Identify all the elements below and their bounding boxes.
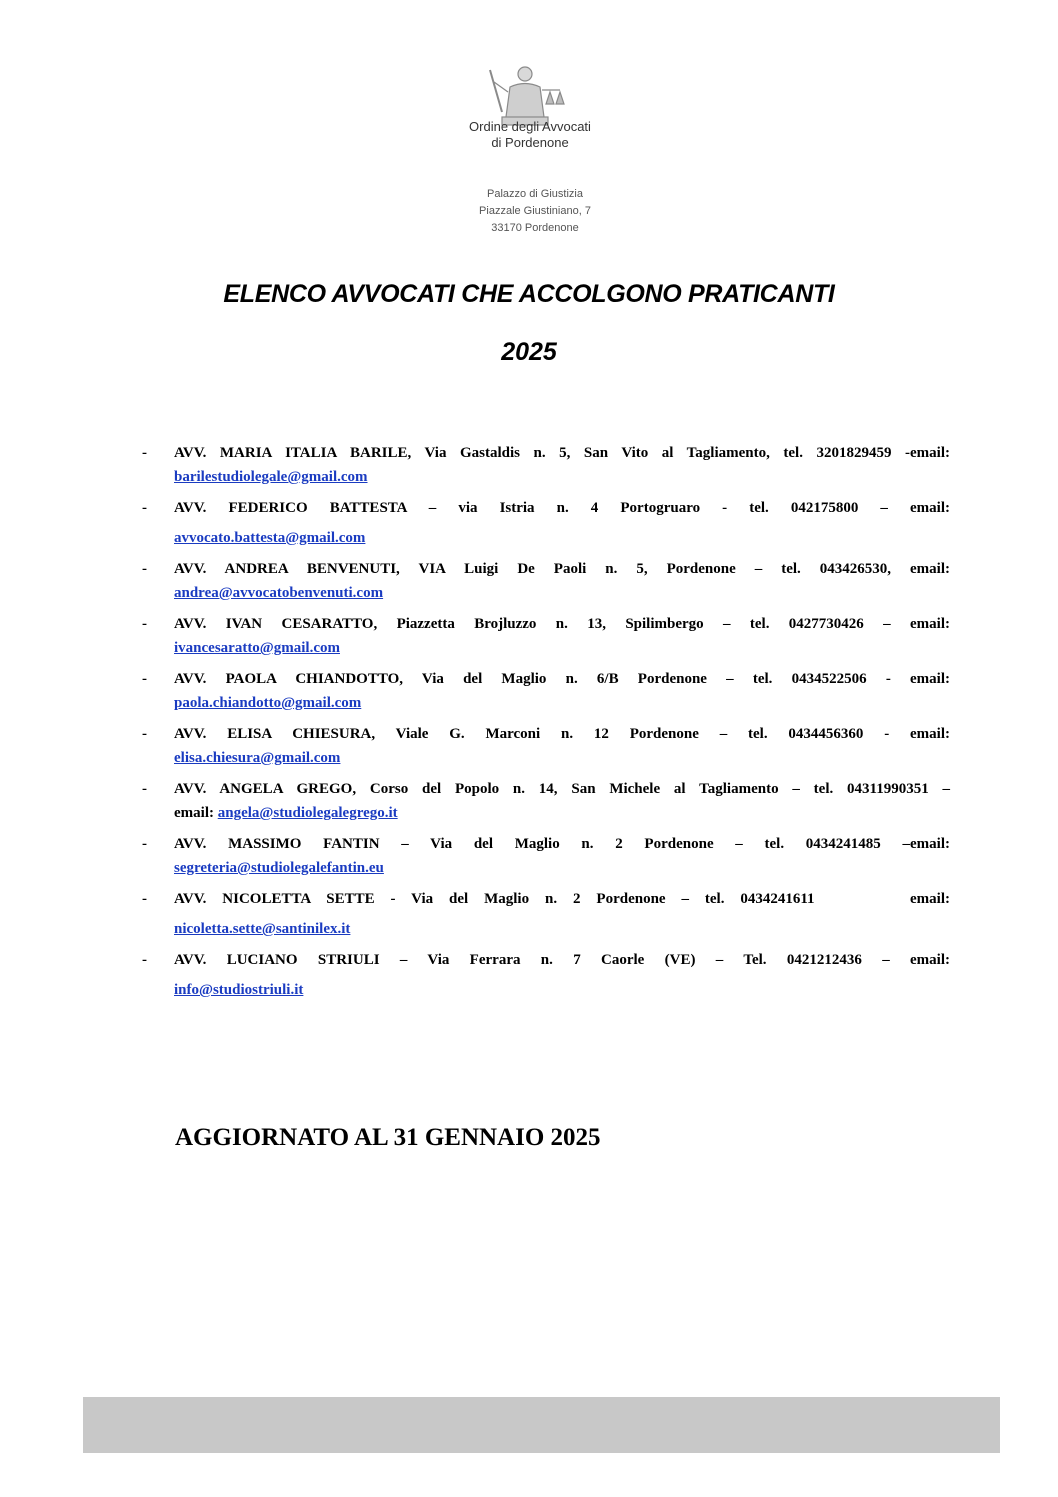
entry-text: AVV. ANGELA GREGO, Corso del Popolo n. 14, San Michele al Tagliamento – tel. 04311990351 – [174, 781, 950, 797]
list-item [140, 948, 950, 1002]
list-dash: - [142, 891, 147, 907]
header-logo [440, 62, 620, 162]
list-dash: - [142, 561, 147, 577]
list-item [140, 557, 950, 605]
list-item [140, 667, 950, 715]
email-link[interactable]: ivancesaratto@gmail.com [174, 640, 340, 656]
document-title: ELENCO AVVOCATI CHE ACCOLGONO PRATICANTI [223, 280, 835, 308]
list-item [140, 441, 950, 489]
entry-text: AVV. FEDERICO BATTESTA – via Istria n. 4 Portogruaro - tel. 042175800 – email: [174, 500, 950, 516]
list-dash: - [142, 445, 147, 461]
document-year: 2025 [501, 338, 557, 366]
list-dash: - [142, 500, 147, 516]
email-link[interactable]: info@studiostriuli.it [174, 982, 304, 998]
email-link[interactable]: segreteria@studiolegalefantin.eu [174, 860, 384, 876]
entry-text: AVV. IVAN CESARATTO, Piazzetta Brojluzzo n. 13, Spilimbergo – tel. 0427730426 – email: [174, 616, 950, 632]
email-link[interactable]: andrea@avvocatobenvenuti.com [174, 585, 384, 601]
address-block [410, 186, 660, 237]
address-line1: Palazzo di Giustizia [487, 188, 583, 200]
org-name-line2: di Pordenone [491, 135, 569, 150]
email-link[interactable]: avvocato.battesta@gmail.com [174, 530, 366, 546]
list-item [140, 612, 950, 660]
list-item [140, 496, 950, 550]
list-item [140, 777, 950, 825]
address-line2: Piazzale Giustiniano, 7 [479, 205, 591, 217]
list-dash: - [142, 836, 147, 852]
list-dash: - [142, 781, 147, 797]
entry-text: AVV. ANDREA BENVENUTI, VIA Luigi De Paoli n. 5, Pordenone – tel. 043426530, email: [174, 561, 950, 577]
entry-text: AVV. PAOLA CHIANDOTTO, Via del Maglio n. 6/B Pordenone – tel. 0434522506 - email: [174, 671, 950, 687]
list-item [140, 832, 950, 880]
updated-date: AGGIORNATO AL 31 GENNAIO 2025 [175, 1124, 601, 1151]
entry-text: AVV. MASSIMO FANTIN – Via del Maglio n. 2 Pordenone – tel. 0434241485 –email: [174, 836, 950, 852]
entry-text: AVV. NICOLETTA SETTE - Via del Maglio n. 2 Pordenone – tel. 0434241611 email: [174, 891, 950, 907]
email-link[interactable]: paola.chiandotto@gmail.com [174, 695, 362, 711]
list-item [140, 887, 950, 941]
org-name [440, 119, 620, 151]
entry-text: AVV. MARIA ITALIA BARILE, Via Gastaldis n. 5, San Vito al Tagliamento, tel. 3201829459 -email: [174, 445, 950, 461]
email-link[interactable]: angela@studiolegalegrego.it [217, 805, 398, 821]
footer-bar [83, 1397, 1000, 1453]
org-name-line1: Ordine degli Avvocati [469, 119, 591, 134]
email-prefix: email: [174, 805, 218, 821]
lawyer-list [140, 441, 950, 1009]
entry-text: AVV. LUCIANO STRIULI – Via Ferrara n. 7 Caorle (VE) – Tel. 0421212436 – email: [174, 952, 950, 968]
email-link[interactable]: elisa.chiesura@gmail.com [174, 750, 341, 766]
entry-text: AVV. ELISA CHIESURA, Viale G. Marconi n. 12 Pordenone – tel. 0434456360 - email: [174, 726, 950, 742]
email-link[interactable]: nicoletta.sette@santinilex.it [174, 921, 351, 937]
list-dash: - [142, 726, 147, 742]
address-line3: 33170 Pordenone [491, 222, 579, 234]
list-dash: - [142, 671, 147, 687]
email-link[interactable]: barilestudiolegale@gmail.com [174, 469, 368, 485]
list-item [140, 722, 950, 770]
list-dash: - [142, 952, 147, 968]
list-dash: - [142, 616, 147, 632]
